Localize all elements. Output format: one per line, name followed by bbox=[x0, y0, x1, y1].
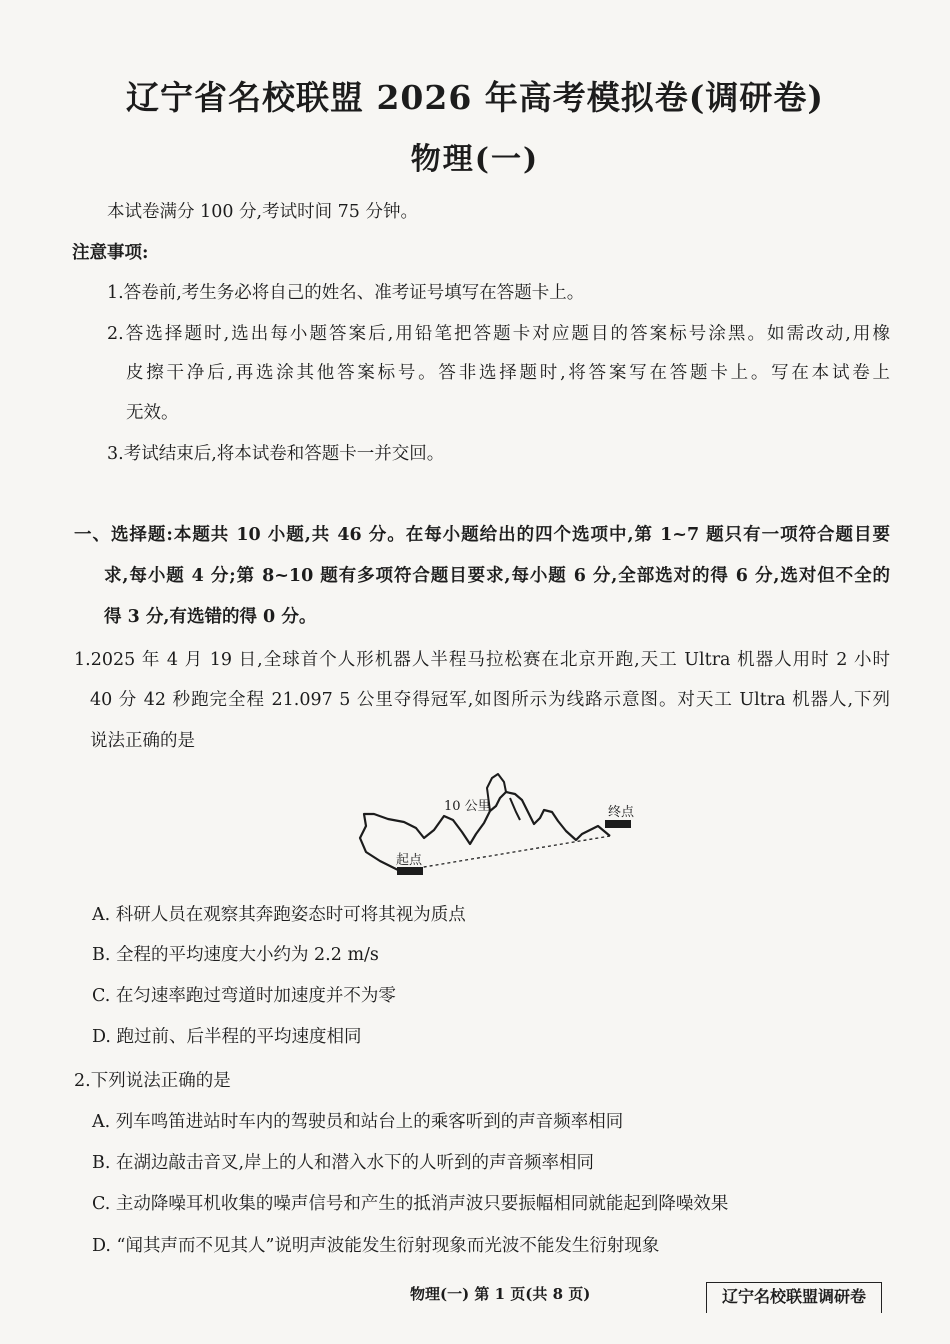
end-marker bbox=[605, 820, 631, 828]
question-2-option-c: C. 主动降噪耳机收集的噪声信号和产生的抵消声波只要振幅相同就能起到降噪效果 bbox=[92, 1194, 729, 1214]
question-2-option-a: A. 列车鸣笛进站时车内的驾驶员和站台上的乘客听到的声音频率相同 bbox=[92, 1112, 624, 1132]
page-title: 辽宁省名校联盟 2026 年高考模拟卷(调研卷) bbox=[125, 78, 825, 117]
label-end: 终点 bbox=[608, 805, 635, 820]
question-1-stem: 说法正确的是 bbox=[90, 731, 195, 751]
section-instructions: 得 3 分,有选错的得 0 分。 bbox=[104, 607, 317, 627]
question-1-option-b: B. 全程的平均速度大小约为 2.2 m/s bbox=[92, 945, 379, 965]
exam-intro: 本试卷满分 100 分,考试时间 75 分钟。 bbox=[107, 202, 418, 222]
notice-item: 2.答选择题时,选出每小题答案后,用铅笔把答题卡对应题目的答案标号涂黑。如需改动,用橡 bbox=[107, 324, 890, 344]
label-start: 起点 bbox=[396, 853, 423, 868]
question-1-stem: 40 分 42 秒跑完全程 21.097 5 公里夺得冠军,如图所示为线路示意图。对天工 Ultra 机器人,下列 bbox=[90, 690, 890, 710]
notice-heading: 注意事项: bbox=[72, 243, 149, 263]
notice-item: 皮擦干净后,再选涂其他答案标号。答非选择题时,将答案写在答题卡上。写在本试卷上 bbox=[126, 363, 890, 383]
notice-item: 3.考试结束后,将本试卷和答题卡一并交回。 bbox=[107, 444, 445, 464]
question-2-option-b: B. 在湖边敲击音叉,岸上的人和潜入水下的人听到的声音频率相同 bbox=[92, 1153, 595, 1173]
question-1-option-c: C. 在匀速率跑过弯道时加速度并不为零 bbox=[92, 986, 396, 1006]
question-1-stem: 1.2025 年 4 月 19 日,全球首个人形机器人半程马拉松赛在北京开跑,天工 Ultra 机器人用时 2 小时 bbox=[74, 650, 890, 670]
footer-brand-box: 辽宁名校联盟调研卷 bbox=[706, 1282, 882, 1313]
page-subtitle: 物理(一) bbox=[410, 142, 540, 177]
question-2-option-d: D. “闻其声而不见其人”说明声波能发生衍射现象而光波不能发生衍射现象 bbox=[92, 1236, 660, 1256]
question-2-stem: 2.下列说法正确的是 bbox=[74, 1071, 231, 1091]
route-map-figure bbox=[350, 768, 640, 883]
question-1-option-d: D. 跑过前、后半程的平均速度相同 bbox=[92, 1027, 362, 1047]
notice-item: 无效。 bbox=[126, 403, 179, 423]
section-instructions: 一、选择题:本题共 10 小题,共 46 分。在每小题给出的四个选项中,第 1~7 题只有一项符合题目要 bbox=[74, 525, 890, 545]
start-marker bbox=[397, 867, 423, 875]
page-number: 物理(一) 第 1 页(共 8 页) bbox=[410, 1285, 591, 1303]
notice-item: 1.答卷前,考生务必将自己的姓名、准考证号填写在答题卡上。 bbox=[107, 283, 585, 303]
label-10km: 10 公里 bbox=[444, 799, 491, 814]
section-instructions: 求,每小题 4 分;第 8~10 题有多项符合题目要求,每小题 6 分,全部选对的得 6 分,选对但不全的 bbox=[104, 566, 890, 586]
question-1-option-a: A. 科研人员在观察其奔跑姿态时可将其视为质点 bbox=[92, 905, 466, 925]
